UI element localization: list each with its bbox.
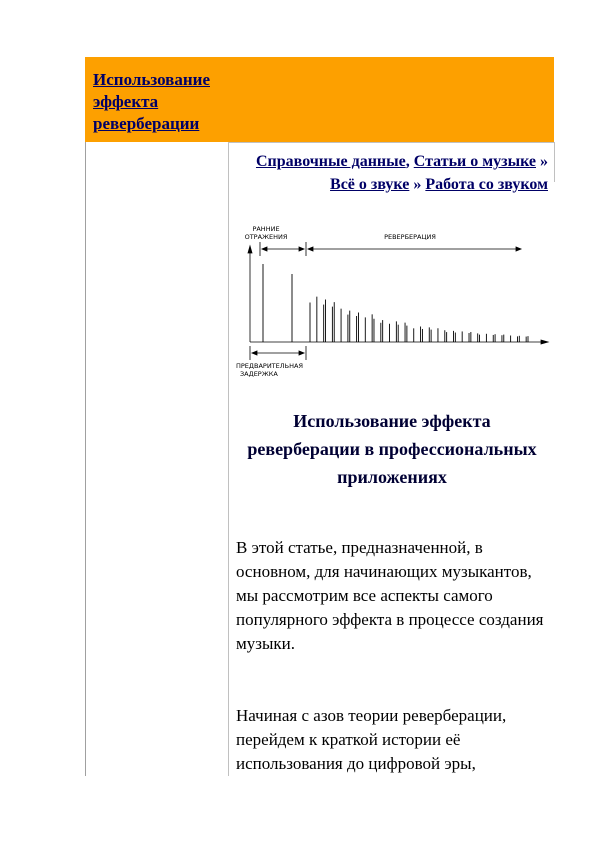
table-border-right xyxy=(554,142,555,182)
breadcrumb-separator: » xyxy=(536,153,548,170)
breadcrumb-link-reference[interactable]: Справочные данные xyxy=(255,153,406,170)
article-paragraph: В этой статье, предназначенной, в основном, для начинающих музыкантов, мы рассмотрим все аспекты самого популярного эффекта в процессе создания музыки. xyxy=(236,538,544,653)
diagram-label-early-line1: РАННИЕ xyxy=(252,225,280,233)
breadcrumb-link-all-about-sound[interactable]: Всё о звуке xyxy=(330,176,410,193)
diagram-label-predelay-line1: ПРЕДВАРИТЕЛЬНАЯ xyxy=(236,362,303,370)
page-title[interactable]: Использование эффекта реверберации xyxy=(93,70,210,133)
breadcrumb-separator: » xyxy=(409,176,426,193)
breadcrumb-link-music-articles[interactable]: Статьи о музыке xyxy=(413,153,536,170)
diagram-label-early-line2: ОТРАЖЕНИЯ xyxy=(244,233,288,241)
diagram-label-predelay-line2: ЗАДЕРЖКА xyxy=(240,370,278,378)
breadcrumb-separator: , xyxy=(405,153,414,170)
impulse-lines xyxy=(263,264,528,342)
early-reflections-arrow xyxy=(260,242,306,256)
breadcrumb-link-sound-work[interactable]: Работа со звуком xyxy=(425,176,548,193)
reverberation-arrow xyxy=(308,247,521,251)
diagram-label-reverb: РЕВЕРБЕРАЦИЯ xyxy=(384,233,436,241)
breadcrumb xyxy=(236,150,548,196)
header-cell xyxy=(85,57,554,142)
table-border-left xyxy=(85,142,86,776)
pre-delay-arrow xyxy=(250,346,306,360)
reverb-diagram xyxy=(230,222,552,382)
article-title: Использование эффекта реверберации в профессиональных приложениях xyxy=(247,411,537,487)
table-border-middle xyxy=(228,142,229,776)
table-border-top xyxy=(228,142,555,143)
article-paragraph: Начиная с азов теории реверберации, перейдем к краткой истории её использования до цифровой эры, xyxy=(236,706,507,773)
